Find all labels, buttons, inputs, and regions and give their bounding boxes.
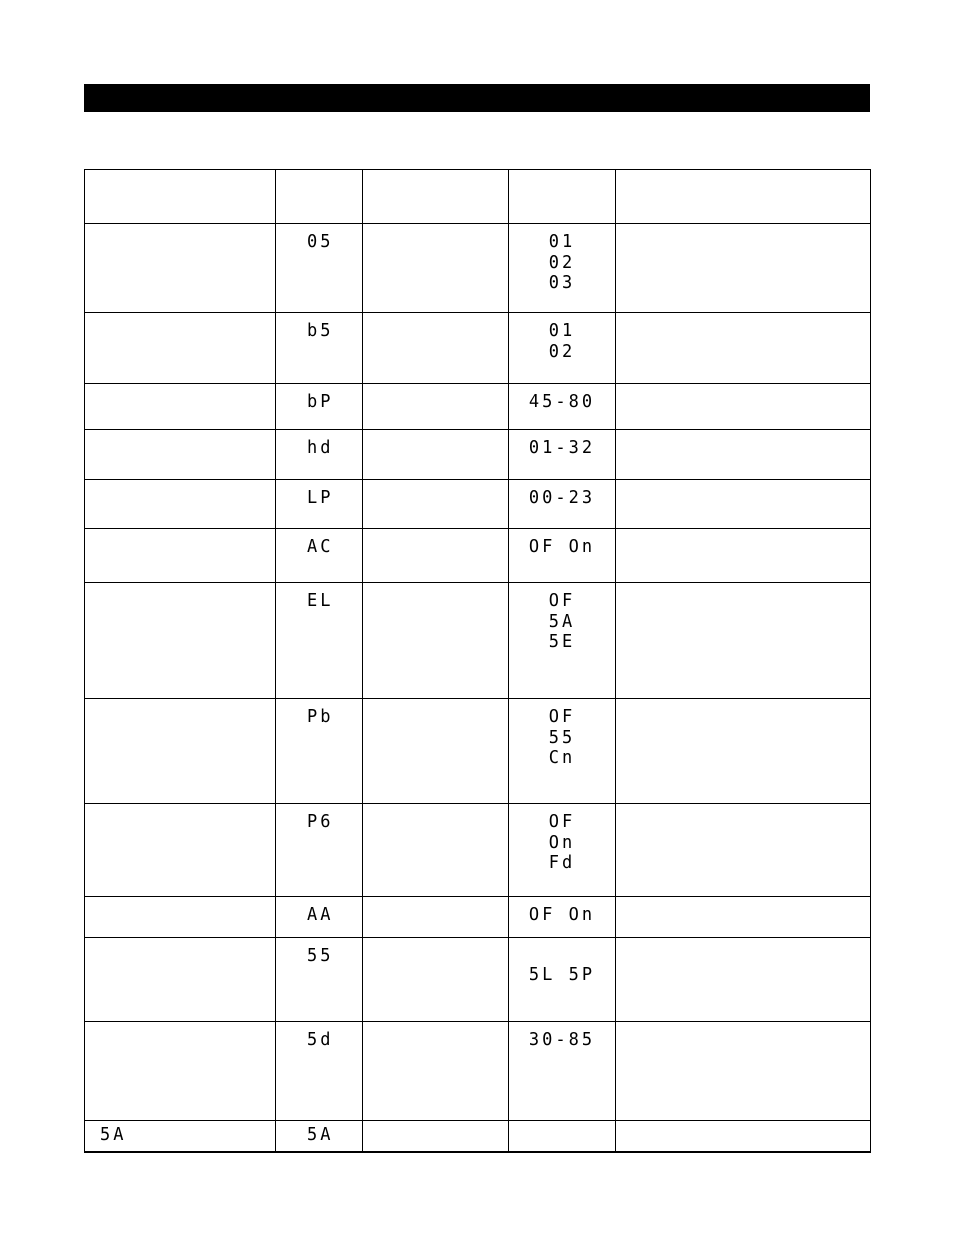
notes-cell [616,529,871,583]
setting-code: b5 [307,320,334,342]
values-cell [509,583,616,699]
table-row [85,430,871,480]
setting-code-cell [276,384,363,430]
setting-code-cell [276,480,363,529]
value-option: OF On [528,904,596,926]
values-cell [509,897,616,938]
setting-code: LP [307,487,334,509]
setting-name-cell [85,699,276,804]
setting-code-cell [276,1121,363,1152]
table-header-row [85,170,871,224]
setting-code-cell [276,1022,363,1121]
table-row [85,804,871,897]
setting-code-cell [276,938,363,1022]
value-option: 02 [548,251,576,273]
values-cell [509,1121,616,1152]
value-option: 01-32 [528,437,596,459]
notes-cell [616,699,871,804]
value-option: Cn [548,747,576,769]
description-cell [363,529,509,583]
description-cell [363,313,509,384]
setting-name-cell [85,897,276,938]
notes-cell [616,804,871,897]
table-row [85,1121,871,1152]
setting-name-cell [85,804,276,897]
value-option: 5E [548,631,576,653]
setting-code-cell [276,313,363,384]
description-cell [363,699,509,804]
values-cell [509,480,616,529]
description-cell [363,938,509,1022]
header-cell [85,170,276,224]
notes-cell [616,224,871,313]
setting-code-cell [276,224,363,313]
setting-code-cell [276,583,363,699]
table-row [85,897,871,938]
values-cell [509,938,616,1022]
description-cell [363,1022,509,1121]
value-option: 45-80 [528,391,596,413]
values-cell [509,430,616,480]
setting-name: 5A [100,1124,127,1146]
table-row [85,529,871,583]
notes-cell [616,897,871,938]
header-cell [509,170,616,224]
setting-name-cell [85,313,276,384]
setting-code: AC [307,536,334,558]
values-cell [509,699,616,804]
values-cell [509,804,616,897]
value-option: 02 [548,340,576,362]
table-row [85,699,871,804]
notes-cell [616,583,871,699]
setting-code: AA [307,904,334,926]
value-option: 01 [548,320,576,342]
value-option: 03 [548,272,576,294]
setting-name-cell [85,938,276,1022]
setting-name-cell [85,1121,276,1152]
value-option: OF [548,706,576,728]
setting-name-cell [85,583,276,699]
table-row [85,1022,871,1121]
table-row [85,480,871,529]
setting-code-cell [276,804,363,897]
notes-cell [616,480,871,529]
value-option: 00-23 [528,487,596,509]
notes-cell [616,1022,871,1121]
setting-code: 55 [307,945,334,967]
value-option: OF [548,590,576,612]
description-cell [363,384,509,430]
header-cell [616,170,871,224]
description-cell [363,480,509,529]
description-cell [363,1121,509,1152]
section-title-bar [84,84,870,112]
table-row [85,224,871,313]
value-option: On [548,831,576,853]
value-option: OF [548,811,576,833]
setting-code: P6 [307,811,334,833]
setting-name-cell [85,529,276,583]
values-cell [509,1022,616,1121]
table-row [85,384,871,430]
setting-name-cell [85,384,276,430]
setting-code: bP [307,391,334,413]
notes-cell [616,430,871,480]
value-option: Fd [548,852,576,874]
setting-code: EL [307,590,334,612]
values-cell [509,384,616,430]
setting-code: Pb [307,706,334,728]
values-cell [509,313,616,384]
table-row [85,938,871,1022]
settings-table [84,169,871,1153]
value-option: 01 [548,231,576,253]
setting-code-cell [276,529,363,583]
setting-code: hd [307,437,334,459]
notes-cell [616,1121,871,1152]
setting-code-cell [276,699,363,804]
setting-name-cell [85,480,276,529]
notes-cell [616,384,871,430]
setting-code-cell [276,897,363,938]
description-cell [363,897,509,938]
value-option: 55 [548,726,576,748]
setting-code: 5d [307,1029,334,1051]
setting-code: 05 [307,231,334,253]
description-cell [363,224,509,313]
notes-cell [616,313,871,384]
values-cell [509,224,616,313]
setting-code-cell [276,430,363,480]
value-option: 5L 5P [528,964,596,986]
description-cell [363,804,509,897]
value-option: 5A [548,610,576,632]
table-row [85,313,871,384]
setting-name-cell [85,1022,276,1121]
notes-cell [616,938,871,1022]
value-option: OF On [528,536,596,558]
header-cell [276,170,363,224]
table-row [85,583,871,699]
header-cell [363,170,509,224]
values-cell [509,529,616,583]
value-option: 30-85 [528,1029,596,1051]
setting-code: 5A [307,1124,334,1146]
setting-name-cell [85,430,276,480]
description-cell [363,583,509,699]
description-cell [363,430,509,480]
setting-name-cell [85,224,276,313]
